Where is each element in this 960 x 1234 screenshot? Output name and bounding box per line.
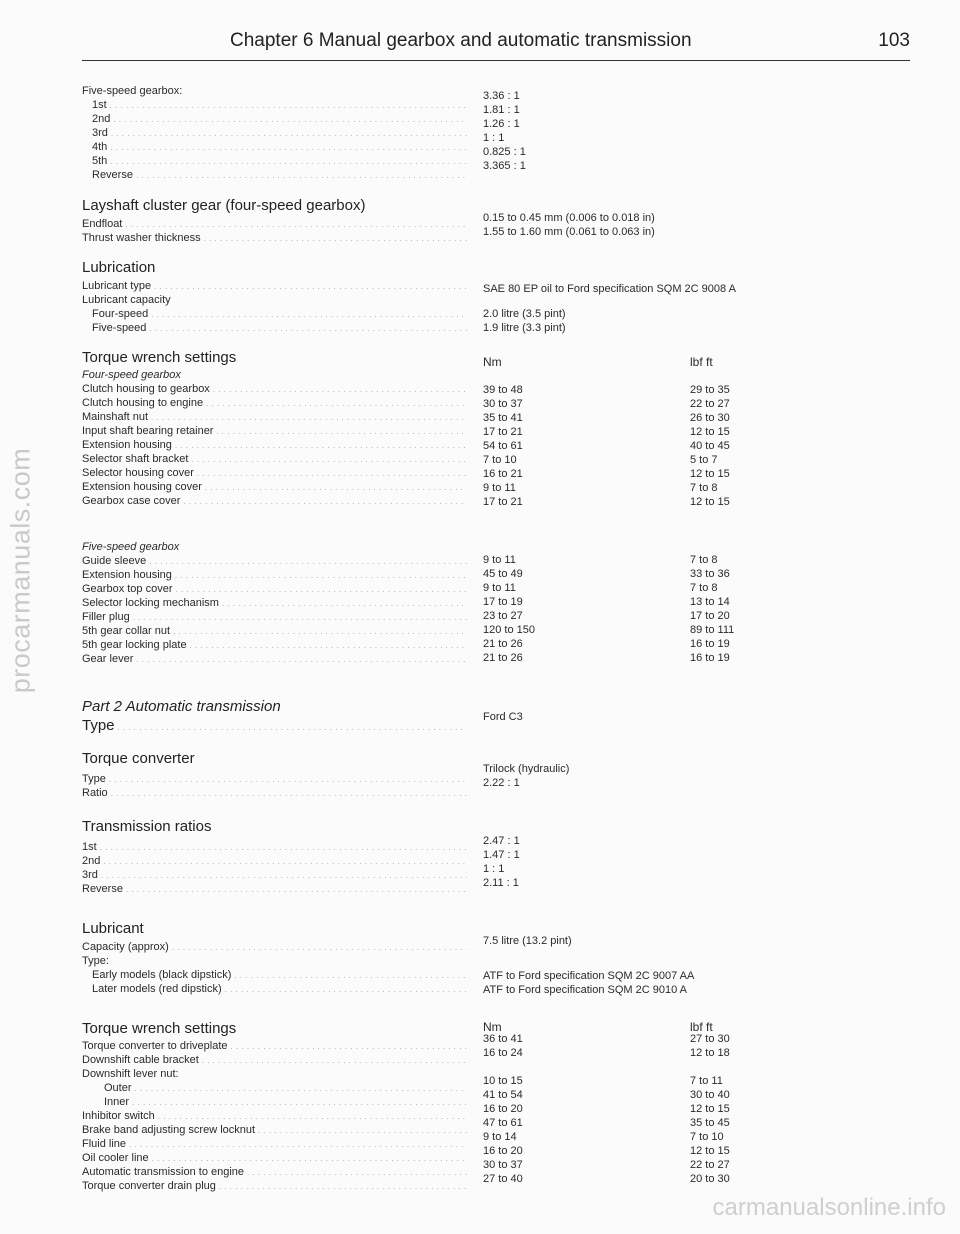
spec-label-text: Layshaft cluster gear (four-speed gearbox) xyxy=(82,197,366,214)
spec-value: 2.22 : 1 xyxy=(483,777,520,789)
spec-value: 120 to 150 xyxy=(483,624,535,636)
spec-label xyxy=(82,438,467,452)
section-heading xyxy=(82,1019,467,1039)
spec-label-text: 4th xyxy=(92,141,108,153)
watermark-bottom: carmanualsonline.info xyxy=(712,1194,946,1221)
spec-value: 33 to 36 xyxy=(690,568,730,580)
spec-value: 22 to 27 xyxy=(690,398,730,410)
spec-label-text: Clutch housing to gearbox xyxy=(82,383,210,395)
spec-label-text: Five-speed xyxy=(92,322,147,334)
spec-label xyxy=(82,168,467,182)
spec-value: 7 to 10 xyxy=(483,454,517,466)
spec-value: 27 to 40 xyxy=(483,1173,523,1185)
spec-label xyxy=(82,868,467,882)
spec-label xyxy=(82,494,467,508)
spec-label-text: Extension housing cover xyxy=(82,481,202,493)
spec-label-text: Lubricant xyxy=(82,920,144,937)
spec-value: 35 to 41 xyxy=(483,412,523,424)
unit-heading: lbf ft xyxy=(690,1020,713,1034)
page-header xyxy=(230,30,910,60)
spec-label-text: Automatic transmission to engine xyxy=(82,1166,245,1178)
chapter-title: Chapter 6 Manual gearbox and automatic transmission xyxy=(230,30,692,51)
spec-value: 1.26 : 1 xyxy=(483,118,520,130)
spec-value: 7 to 11 xyxy=(690,1075,723,1087)
spec-label-text: Later models (red dipstick) xyxy=(92,983,222,995)
spec-value: 41 to 54 xyxy=(483,1089,523,1101)
spec-label xyxy=(82,279,467,293)
spec-value: 45 to 49 xyxy=(483,568,523,580)
spec-label-text: Guide sleeve xyxy=(82,555,147,567)
spec-label-text: 2nd xyxy=(82,855,101,867)
spec-label-text: 3rd xyxy=(82,869,98,881)
spec-value: 12 to 15 xyxy=(690,1103,730,1115)
spec-value: 54 to 61 xyxy=(483,440,523,452)
spec-label-text: Mainshaft nut xyxy=(82,411,149,423)
spec-value: Ford C3 xyxy=(483,711,523,723)
spec-label-text: 5th gear collar nut xyxy=(82,625,171,637)
spec-value: 20 to 30 xyxy=(690,1173,730,1185)
spec-value: 40 to 45 xyxy=(690,440,730,452)
section-heading xyxy=(82,348,467,368)
spec-value: 7 to 10 xyxy=(690,1131,724,1143)
spec-label xyxy=(82,854,467,868)
spec-label-text: Filler plug xyxy=(82,611,130,623)
watermark-left xyxy=(6,360,36,780)
spec-label xyxy=(82,466,467,480)
spec-value: 21 to 26 xyxy=(483,638,523,650)
spec-label-text: 5th gear locking plate xyxy=(82,639,187,651)
spec-label xyxy=(82,452,467,466)
spec-label-text: Fluid line xyxy=(82,1138,127,1150)
spec-value: 1 : 1 xyxy=(483,863,505,875)
spec-value: 23 to 27 xyxy=(483,610,523,622)
spec-label-text: Lubricant type xyxy=(82,280,152,292)
spec-label-text: Part 2 Automatic transmission xyxy=(82,698,281,715)
spec-label-text: Early models (black dipstick) xyxy=(92,969,232,981)
spec-label xyxy=(82,1095,467,1109)
spec-label xyxy=(82,1081,467,1095)
spec-value: 36 to 41 xyxy=(483,1033,523,1045)
spec-value: 13 to 14 xyxy=(690,596,730,608)
spec-label xyxy=(82,652,467,666)
spec-label-text: Reverse xyxy=(82,883,123,895)
spec-value: 7.5 litre (13.2 pint) xyxy=(483,935,572,947)
unit-heading: Nm xyxy=(483,355,502,369)
spec-label-text: 1st xyxy=(82,841,97,853)
spec-label-text: Torque wrench settings xyxy=(82,1020,237,1037)
spec-label-text: 2nd xyxy=(92,113,111,125)
spec-label-text: Oil cooler line xyxy=(82,1152,149,1164)
spec-label xyxy=(82,368,467,382)
spec-label xyxy=(82,396,467,410)
spec-label xyxy=(82,126,467,140)
spec-label-text: 1st xyxy=(92,99,107,111)
unit-heading: Nm xyxy=(483,1020,502,1034)
spec-value: 17 to 21 xyxy=(483,426,523,438)
spec-label-text: Downshift cable bracket xyxy=(82,1054,199,1066)
page-number: 103 xyxy=(878,30,910,51)
spec-label xyxy=(82,293,467,307)
spec-label-text: Five-speed gearbox xyxy=(82,541,180,553)
spec-value: 7 to 8 xyxy=(690,482,718,494)
spec-label-text: Endfloat xyxy=(82,218,123,230)
section-heading xyxy=(82,817,467,837)
spec-value: 89 to 111 xyxy=(690,624,735,636)
spec-value: 3.36 : 1 xyxy=(483,90,520,102)
spec-value: 30 to 37 xyxy=(483,1159,523,1171)
spec-label-text: Type xyxy=(82,717,115,734)
spec-label xyxy=(82,582,467,596)
spec-value: 16 to 20 xyxy=(483,1103,523,1115)
spec-label xyxy=(82,1123,467,1137)
header-rule xyxy=(82,60,910,61)
spec-value: 30 to 40 xyxy=(690,1089,730,1101)
spec-label xyxy=(82,1067,467,1081)
watermark-left-text: procarmanuals.com xyxy=(5,447,36,693)
spec-label-text: Type xyxy=(82,773,106,785)
spec-label-text: Gearbox top cover xyxy=(82,583,173,595)
section-heading xyxy=(82,716,467,736)
spec-label-text: Inhibitor switch xyxy=(82,1110,155,1122)
spec-label xyxy=(82,540,467,554)
spec-label xyxy=(82,1151,467,1165)
spec-value: 17 to 19 xyxy=(483,596,523,608)
spec-label xyxy=(82,982,467,996)
spec-label xyxy=(82,112,467,126)
spec-label-text: Capacity (approx) xyxy=(82,941,169,953)
spec-label xyxy=(82,1179,467,1193)
spec-label-text: Torque converter drain plug xyxy=(82,1180,216,1192)
spec-value: 26 to 30 xyxy=(690,412,730,424)
spec-label xyxy=(82,140,467,154)
spec-label-text: 5th xyxy=(92,155,108,167)
spec-value: 35 to 45 xyxy=(690,1117,730,1129)
spec-label-text: Gearbox case cover xyxy=(82,495,181,507)
spec-label-text: Selector shaft bracket xyxy=(82,453,189,465)
spec-value: 47 to 61 xyxy=(483,1117,523,1129)
spec-value: 16 to 24 xyxy=(483,1047,523,1059)
section-heading xyxy=(82,697,467,717)
spec-label xyxy=(82,1109,467,1123)
unit-heading: lbf ft xyxy=(690,355,713,369)
spec-label xyxy=(82,568,467,582)
spec-label-text: Downshift lever nut: xyxy=(82,1068,179,1080)
spec-value: Trilock (hydraulic) xyxy=(483,763,570,775)
spec-value: ATF to Ford specification SQM 2C 9010 A xyxy=(483,984,687,996)
spec-label xyxy=(82,98,467,112)
spec-value: 10 to 15 xyxy=(483,1075,523,1087)
spec-label xyxy=(82,410,467,424)
spec-label xyxy=(82,1053,467,1067)
spec-label xyxy=(82,424,467,438)
spec-value: 29 to 35 xyxy=(690,384,730,396)
spec-label xyxy=(82,882,467,896)
spec-label-text: Selector housing cover xyxy=(82,467,194,479)
spec-value: 16 to 19 xyxy=(690,638,730,650)
spec-value: 9 to 11 xyxy=(483,582,516,594)
spec-label-text: Outer xyxy=(104,1082,132,1094)
spec-label xyxy=(82,968,467,982)
spec-label xyxy=(82,1137,467,1151)
section-heading xyxy=(82,196,467,216)
spec-label-text: Torque converter to driveplate xyxy=(82,1040,228,1052)
spec-value: 5 to 7 xyxy=(690,454,718,466)
spec-value: 1.55 to 1.60 mm (0.061 to 0.063 in) xyxy=(483,226,655,238)
spec-label xyxy=(82,154,467,168)
spec-label-text: Four-speed gearbox xyxy=(82,369,181,381)
spec-value: 12 to 15 xyxy=(690,1145,730,1157)
spec-value: 9 to 11 xyxy=(483,554,516,566)
spec-value: 7 to 8 xyxy=(690,582,718,594)
spec-value: 17 to 20 xyxy=(690,610,730,622)
spec-value: 17 to 21 xyxy=(483,496,523,508)
spec-label xyxy=(82,596,467,610)
spec-label xyxy=(82,1165,467,1179)
spec-label-text: Brake band adjusting screw locknut xyxy=(82,1124,256,1136)
spec-label-text: Extension housing xyxy=(82,569,172,581)
spec-label xyxy=(82,554,467,568)
spec-value: 1.81 : 1 xyxy=(483,104,520,116)
spec-label-text: Selector locking mechanism xyxy=(82,597,219,609)
spec-label xyxy=(82,321,467,335)
spec-value: 0.15 to 0.45 mm (0.006 to 0.018 in) xyxy=(483,212,655,224)
spec-value: 7 to 8 xyxy=(690,554,718,566)
spec-value: 30 to 37 xyxy=(483,398,523,410)
spec-value: 21 to 26 xyxy=(483,652,523,664)
spec-value: 16 to 19 xyxy=(690,652,730,664)
spec-value: 1.47 : 1 xyxy=(483,849,520,861)
spec-label xyxy=(82,786,467,800)
spec-label-text: Lubrication xyxy=(82,259,156,276)
spec-label-text: Torque converter xyxy=(82,750,195,767)
spec-label xyxy=(82,480,467,494)
spec-value: 22 to 27 xyxy=(690,1159,730,1171)
spec-label-text: Input shaft bearing retainer xyxy=(82,425,214,437)
spec-value: 12 to 15 xyxy=(690,426,730,438)
spec-label-text: Thrust washer thickness xyxy=(82,232,201,244)
spec-value: 2.0 litre (3.5 pint) xyxy=(483,308,566,320)
spec-label-text: Gear lever xyxy=(82,653,134,665)
spec-label-text: 3rd xyxy=(92,127,108,139)
spec-value: ATF to Ford specification SQM 2C 9007 AA xyxy=(483,970,695,982)
spec-label xyxy=(82,84,467,98)
spec-label-text: Extension housing xyxy=(82,439,172,451)
spec-label xyxy=(82,638,467,652)
spec-value: 9 to 14 xyxy=(483,1131,517,1143)
spec-label-text: Inner xyxy=(104,1096,130,1108)
spec-value: 39 to 48 xyxy=(483,384,523,396)
spec-label xyxy=(82,624,467,638)
spec-label-text: Type: xyxy=(82,955,109,967)
section-heading xyxy=(82,749,467,769)
spec-value: 2.11 : 1 xyxy=(483,877,519,889)
spec-value: 12 to 15 xyxy=(690,468,730,480)
spec-label-text: Five-speed gearbox: xyxy=(82,85,183,97)
spec-label xyxy=(82,307,467,321)
spec-value: 1.9 litre (3.3 pint) xyxy=(483,322,566,334)
spec-value: 12 to 18 xyxy=(690,1047,730,1059)
spec-value: 3.365 : 1 xyxy=(483,160,526,172)
spec-label xyxy=(82,1039,467,1053)
spec-value: 1 : 1 xyxy=(483,132,505,144)
spec-label-text: Clutch housing to engine xyxy=(82,397,204,409)
spec-label-text: Four-speed xyxy=(92,308,149,320)
spec-label-text: Transmission ratios xyxy=(82,818,212,835)
spec-value: 16 to 20 xyxy=(483,1145,523,1157)
spec-label xyxy=(82,840,467,854)
spec-value: 0.825 : 1 xyxy=(483,146,526,158)
spec-value: 9 to 11 xyxy=(483,482,516,494)
spec-label-text: Ratio xyxy=(82,787,108,799)
spec-label-text: Lubricant capacity xyxy=(82,294,171,306)
spec-label xyxy=(82,231,467,245)
spec-label-text: Torque wrench settings xyxy=(82,349,237,366)
section-heading xyxy=(82,258,467,278)
spec-label xyxy=(82,940,467,954)
spec-label xyxy=(82,382,467,396)
spec-label xyxy=(82,772,467,786)
spec-value: 16 to 21 xyxy=(483,468,523,480)
spec-value: SAE 80 EP oil to Ford specification SQM 2C 9008 A xyxy=(483,283,736,295)
spec-value: 27 to 30 xyxy=(690,1033,730,1045)
spec-label xyxy=(82,217,467,231)
spec-label xyxy=(82,610,467,624)
spec-value: 2.47 : 1 xyxy=(483,835,520,847)
spec-label xyxy=(82,954,467,968)
spec-value: 12 to 15 xyxy=(690,496,730,508)
spec-label-text: Reverse xyxy=(92,169,133,181)
section-heading xyxy=(82,919,467,939)
